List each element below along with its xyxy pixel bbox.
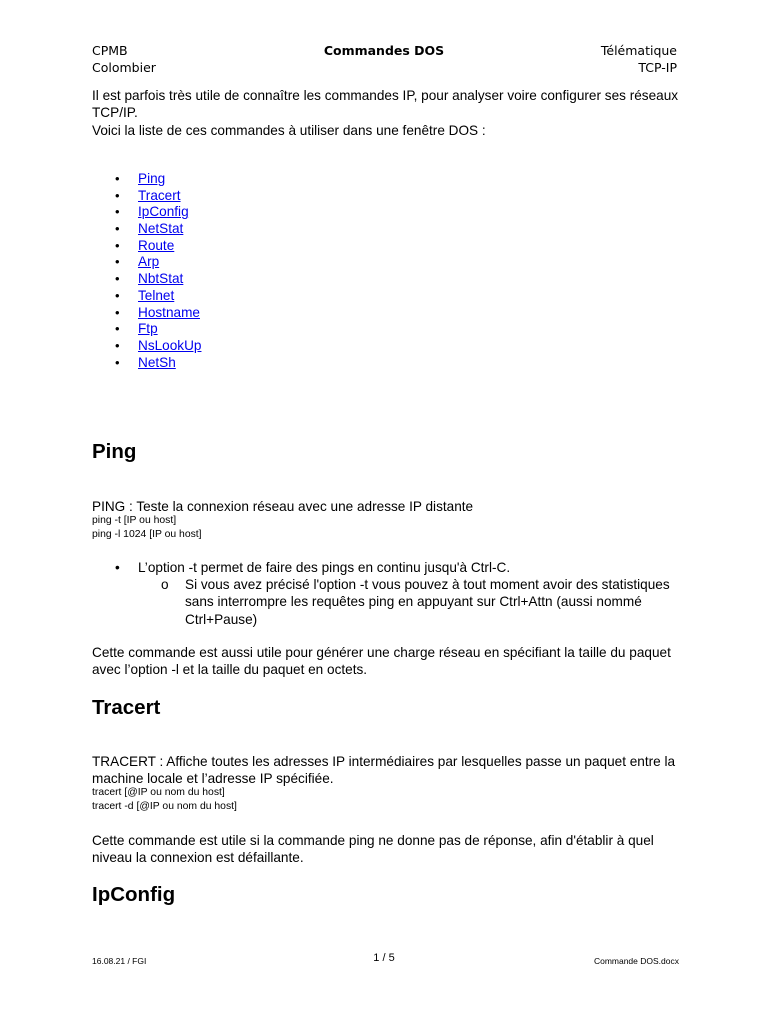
ping-syntax-1: ping -t [IP ou host]	[92, 515, 177, 526]
bullet-icon: •	[115, 560, 120, 575]
header-school: CPMB	[92, 43, 128, 58]
link-netsh[interactable]: NetSh	[138, 354, 176, 370]
header-title: Commandes DOS	[323, 43, 445, 58]
section-heading-ping: Ping	[92, 440, 137, 463]
section-heading-ipconfig: IpConfig	[92, 883, 176, 906]
ping-description: PING : Teste la connexion réseau avec une adresse IP distante	[92, 499, 474, 514]
list-item	[92, 320, 201, 337]
list-item	[92, 203, 201, 220]
header-topic: TCP-IP	[638, 60, 677, 75]
list-item	[92, 253, 201, 270]
ping-note: Cette commande est aussi utile pour générer une charge réseau en spécifiant la taille du paquet avec l’option -l et la taille du paquet en octets.	[92, 645, 671, 678]
link-telnet[interactable]: Telnet	[138, 287, 175, 303]
list-item	[92, 270, 201, 287]
tracert-note: Cette commande est utile si la commande ping ne donne pas de réponse, afin d'établir à quel niveau la connexion est défaillante.	[92, 833, 654, 866]
ping-syntax-2: ping -l 1024 [IP ou host]	[92, 529, 202, 540]
ping-subbullet-text: Si vous avez précisé l'option -t vous pouvez à tout moment avoir des statistiques sans interrompre les requêtes ping en appuyant sur Ctrl+Attn (aussi nommé Ctrl+Pause)	[185, 577, 670, 627]
intro-paragraph: Il est parfois très utile de connaître les commandes IP, pour analyser voire configurer ses réseaux TCP/IP.	[92, 88, 679, 121]
link-nbtstat[interactable]: NbtStat	[138, 271, 184, 287]
link-netstat[interactable]: NetStat	[138, 221, 184, 237]
intro-list-caption: Voici la liste de ces commandes à utiliser dans une fenêtre DOS :	[92, 123, 486, 138]
tracert-syntax-1: tracert [@IP ou nom du host]	[92, 787, 225, 798]
header-subject: Télématique	[600, 43, 677, 58]
link-route[interactable]: Route	[138, 237, 175, 253]
link-arp[interactable]: Arp	[138, 254, 160, 270]
ping-bullet-text: L’option -t permet de faire des pings en continu jusqu'à Ctrl-C.	[138, 560, 511, 575]
header-right	[601, 42, 677, 76]
footer-date-author: 16.08.21 / FGI	[92, 956, 147, 966]
header-location: Colombier	[92, 60, 156, 75]
list-item	[92, 354, 201, 371]
link-ping[interactable]: Ping	[138, 171, 166, 186]
command-list	[92, 170, 201, 370]
list-item	[92, 170, 201, 187]
list-item	[92, 304, 201, 321]
list-item	[92, 237, 201, 254]
footer-filename: Commande DOS.docx	[593, 956, 679, 966]
link-tracert[interactable]: Tracert	[138, 187, 181, 203]
section-heading-tracert: Tracert	[92, 696, 161, 719]
link-nslookup[interactable]: NsLookUp	[138, 337, 202, 353]
list-item	[92, 187, 201, 204]
link-ipconfig[interactable]: IpConfig	[138, 204, 189, 220]
page-number: 1 / 5	[373, 952, 395, 964]
link-ftp[interactable]: Ftp	[138, 321, 158, 337]
list-item	[92, 337, 201, 354]
tracert-syntax-2: tracert -d [@IP ou nom du host]	[92, 801, 237, 812]
tracert-description: TRACERT : Affiche toutes les adresses IP intermédiaires par lesquelles passe un paquet entre la machine locale et l’adresse IP spécifiée.	[92, 754, 676, 787]
link-hostname[interactable]: Hostname	[138, 304, 200, 320]
list-item	[92, 220, 201, 237]
list-item	[92, 287, 201, 304]
circle-bullet-icon: o	[161, 577, 169, 592]
